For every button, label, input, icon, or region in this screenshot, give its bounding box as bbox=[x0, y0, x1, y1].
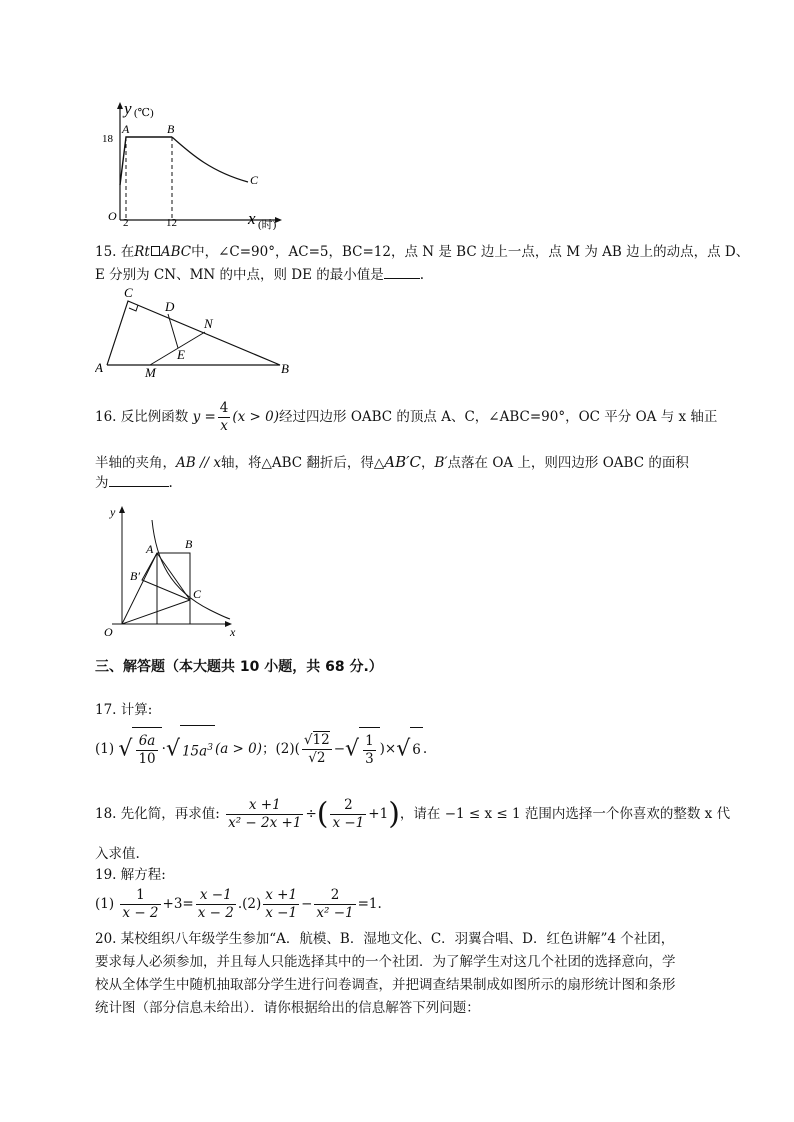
right-angle-mark bbox=[129, 305, 138, 311]
segment-de bbox=[168, 314, 178, 348]
label-m: M bbox=[145, 365, 156, 380]
x-axis-label: x bbox=[248, 209, 256, 228]
label-c: C bbox=[193, 587, 202, 601]
y-axis-label: y bbox=[124, 100, 132, 118]
triangle-abc bbox=[107, 301, 280, 365]
label-b: B bbox=[185, 537, 193, 551]
q19-equations: (1) $\frac{1}{x - 2}$ +3= $\frac{x -1}{x - 2}$ .(2) $\frac{x +1}{x -1}$ − $\frac{2}{\text{x² −1}}$ =1. bbox=[95, 887, 382, 921]
label-a: A bbox=[95, 360, 103, 375]
graph-curve-bc bbox=[172, 137, 248, 182]
label-o: O bbox=[104, 625, 113, 639]
q20-line2: 要求每人必须参加，并且每人只能选择其中的一个社团．为了解学生对这几个社团的选择意向，学 bbox=[95, 954, 676, 970]
y-axis-unit: (℃) bbox=[134, 107, 154, 119]
q15-line2: E 分别为 CN、MN 的中点，则 DE 的最小值是 . bbox=[95, 264, 424, 285]
label-b: B bbox=[281, 361, 289, 376]
label-e: E bbox=[177, 347, 185, 362]
label-y: y bbox=[110, 505, 116, 519]
x-axis-unit: (时) bbox=[258, 219, 277, 230]
label-n: N bbox=[204, 316, 213, 331]
label-d: D bbox=[165, 299, 175, 314]
q19-title: 19. 解方程: bbox=[95, 867, 166, 883]
label-a: A bbox=[146, 542, 154, 556]
y-tick-18: 18 bbox=[102, 133, 113, 145]
label-b-prime: B′ bbox=[130, 569, 140, 583]
rt-label: Rt bbox=[134, 244, 150, 260]
q16-line3: 为 . bbox=[95, 472, 173, 493]
sqrt-symbol: √ bbox=[345, 736, 360, 762]
fraction-4-over-x: $\frac{4}{x}$ bbox=[219, 400, 229, 434]
sqrt-symbol: √ bbox=[165, 736, 180, 762]
x-tick-12: 12 bbox=[166, 217, 177, 229]
point-b-label: B bbox=[167, 122, 175, 136]
answer-blank[interactable] bbox=[384, 264, 420, 279]
point-c-label: C bbox=[250, 173, 259, 187]
graph-curve-oa-ab bbox=[120, 137, 172, 185]
q16-line1: 16. 反比例函数 y = $\frac{4}{x}$ (x > 0)经过四边形 OABC 的顶点 A、C，∠ABC=90°，OC 平分 OA 与 x 轴正 bbox=[95, 400, 718, 434]
q16-line2: 半轴的夹角，AB // x轴，将△ABC 翻折后，得△AB′C，B′点落在 OA 上，则四边形 OABC 的面积 bbox=[95, 453, 689, 471]
section-3-title: 三、解答题（本大题共 10 小题，共 68 分.） bbox=[95, 659, 383, 675]
q15-line1: 15. 在Rt ABC中，∠C=90°，AC=5，BC=12，点 N 是 BC 边上一点，点 M 为 AB 边上的动点，点 D、 bbox=[95, 244, 750, 260]
triangle-figure bbox=[95, 285, 300, 380]
q20-line3: 校从全体学生中随机抽取部分学生进行问卷调查，并把调查结果制成如图所示的扇形统计图和条形 bbox=[95, 977, 676, 993]
hyperbola-curve bbox=[152, 520, 230, 619]
q20-line1: 20. 某校组织八年级学生参加“A．航模、B．湿地文化、C．羽翼合唱、D．红色讲解”4 个社团， bbox=[95, 931, 675, 947]
temperature-time-graph bbox=[100, 100, 290, 230]
y-axis-arrow bbox=[117, 102, 123, 109]
answer-blank[interactable] bbox=[109, 472, 169, 487]
q18-line1: 18. 先化简，再求值: $\frac{x +1}{\text{x² − 2x +1}}$ ÷( $\frac{2}{x -1}$ +1)，请在 −1 ≤ x ≤ 1 范围内选择一个你喜欢的整数 x 代 bbox=[95, 796, 731, 832]
label-c: C bbox=[124, 285, 133, 300]
q17-title: 17. 计算: bbox=[95, 702, 153, 718]
y-axis-arrow bbox=[119, 506, 125, 513]
rt-box bbox=[151, 246, 160, 256]
q20-line4: 统计图（部分信息未给出）．请你根据给出的信息解答下列问题： bbox=[95, 1000, 480, 1016]
hyperbola-quadrilateral-figure bbox=[100, 500, 250, 645]
sqrt-symbol: √ bbox=[118, 736, 133, 762]
label-x: x bbox=[230, 625, 236, 639]
q17-expression: (1) √ $\frac{6a}{10}$ ·√ $15a^3$ (a > 0)；(2)( $\frac{√12}{√2}$ −√ $\frac{1}{3}$ )×√ 6 . bbox=[95, 725, 427, 774]
point-a-label: A bbox=[122, 122, 130, 136]
triangle-ab-c bbox=[142, 553, 190, 600]
x-tick-2: 2 bbox=[123, 217, 129, 229]
origin-label: O bbox=[108, 209, 117, 223]
sqrt-symbol: √ bbox=[396, 736, 411, 762]
q18-line2: 入求值. bbox=[95, 846, 140, 862]
